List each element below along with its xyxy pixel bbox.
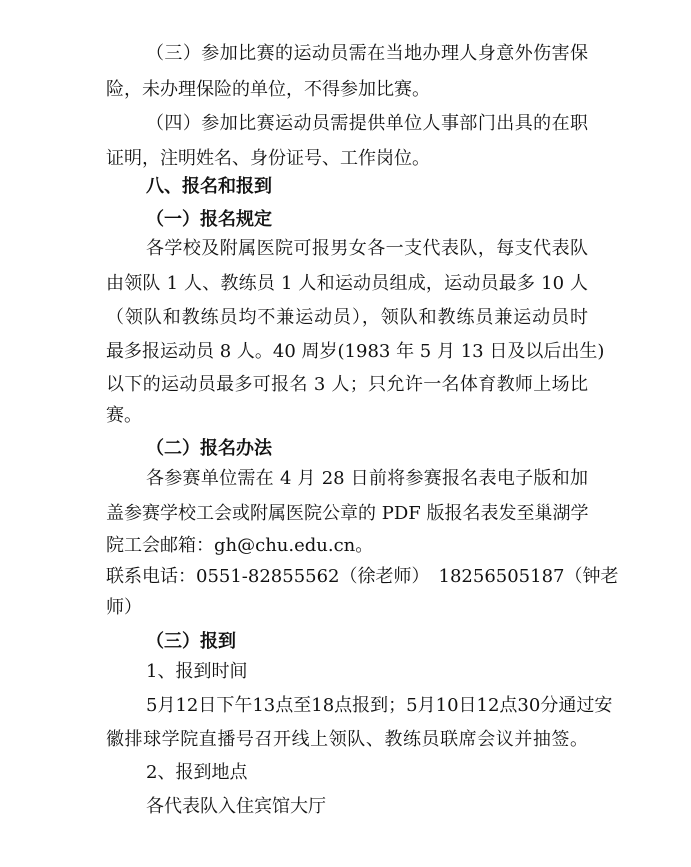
check-in-place-label: 2、报到地点 [146,762,248,783]
check-in-time-line-2: 徽排球学院直播号召开线上领队、教练员联席会议并抽签。 [106,729,588,750]
rules-line-3: （领队和教练员均不兼运动员），领队和教练员兼运动员时 [106,307,588,328]
certificate-clause-line-2: 证明，注明姓名、身份证号、工作岗位。 [106,148,430,169]
check-in-time-line-1: 5月12日下午13点至18点报到；5月10日12点30分通过安 [146,695,613,716]
insurance-clause-line-1: （三）参加比赛的运动员需在当地办理人身意外伤害保 [146,43,588,64]
method-line-1: 各参赛单位需在 4 月 28 日前将参赛报名表电子版和加 [146,468,588,489]
check-in-time-label: 1、报到时间 [146,661,248,682]
rules-line-4: 最多报运动员 8 人。40 周岁(1983 年 5 月 13 日及以后出生) [106,341,605,362]
certificate-clause-line-1: （四）参加比赛运动员需提供单位人事部门出具的在职 [146,113,588,134]
rules-line-1: 各学校及附属医院可报男女各一支代表队，每支代表队 [146,238,588,259]
contact-phone-line-2: 师） [106,597,142,618]
insurance-clause-line-2: 险，未办理保险的单位，不得参加比赛。 [106,79,430,100]
subheading-registration-rules: （一）报名规定 [146,209,272,230]
check-in-place-text: 各代表队入住宾馆大厅 [146,796,326,817]
subheading-check-in: （三）报到 [146,631,236,652]
method-email-line: 院工会邮箱：gh@chu.edu.cn。 [106,535,374,556]
method-line-2: 盖参赛学校工会或附属医院公章的 PDF 版报名表发至巢湖学 [106,503,589,524]
subheading-registration-method: （二）报名办法 [146,438,272,459]
rules-line-2: 由领队 1 人、教练员 1 人和运动员组成，运动员最多 10 人 [106,273,588,294]
rules-line-6: 赛。 [106,405,142,426]
contact-phone-line: 联系电话：0551-82855562（徐老师） 18256505187（钟老 [106,566,619,587]
rules-line-5: 以下的运动员最多可报名 3 人；只允许一名体育教师上场比 [106,374,588,395]
section-heading-registration: 八、报名和报到 [146,176,272,197]
